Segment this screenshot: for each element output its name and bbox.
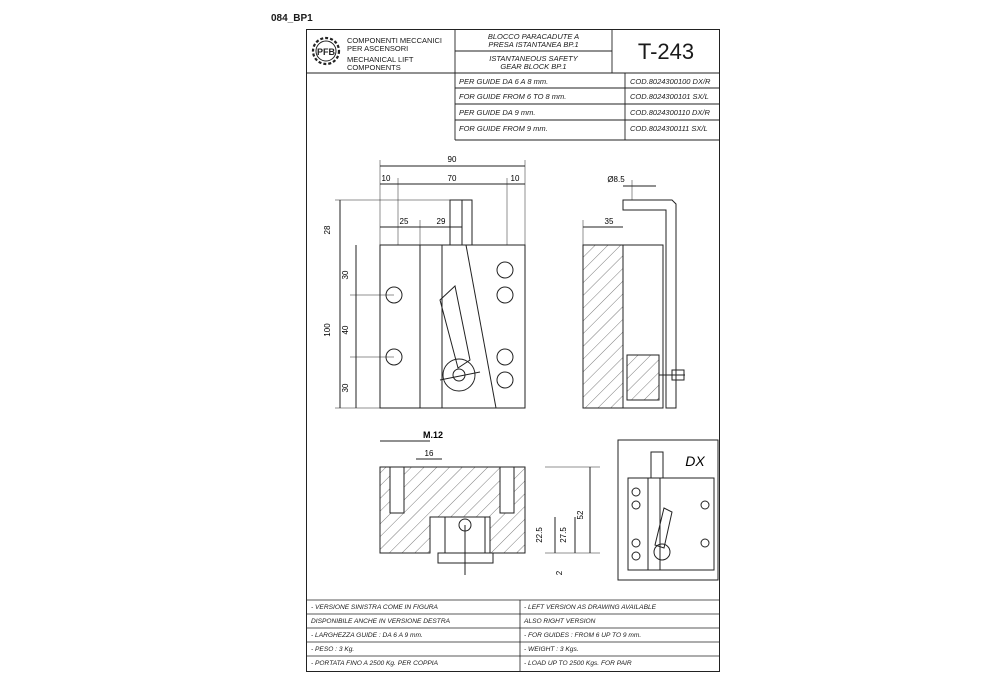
dim-10-right: 10 xyxy=(510,174,520,183)
dim-27-5: 27.5 xyxy=(559,527,568,543)
guide-label: FOR GUIDE FROM 6 TO 8 mm. xyxy=(459,92,567,101)
note-en: - FOR GUIDES : FROM 6 UP TO 9 mm. xyxy=(524,632,642,639)
sheet-code: 084_BP1 xyxy=(271,13,313,24)
dim-40: 40 xyxy=(341,325,350,335)
dim-35: 35 xyxy=(604,217,614,226)
note-en: ALSO RIGHT VERSION xyxy=(524,618,596,625)
note-it: - PORTATA FINO A 2500 Kg. PER COPPIA xyxy=(311,660,439,667)
side-view xyxy=(583,180,685,408)
guide-code: COD.8024300111 SX/L xyxy=(630,124,708,133)
company-it-line1: COMPONENTI MECCANICI xyxy=(347,36,443,45)
note-it: DISPONIBILE ANCHE IN VERSIONE DESTRA xyxy=(311,618,450,625)
note-it: - PESO : 3 Kg. xyxy=(311,646,355,653)
guide-code: COD.8024300110 DX/R xyxy=(630,108,710,117)
desc-en-line1: ISTANTANEOUS SAFETY xyxy=(489,54,578,63)
dim-28: 28 xyxy=(323,225,332,235)
dim-29: 29 xyxy=(436,217,446,226)
dim-30-top: 30 xyxy=(341,270,350,280)
company-it-line2: PER ASCENSORI xyxy=(347,44,409,53)
dim-52: 52 xyxy=(576,510,585,520)
desc-it-line1: BLOCCO PARACADUTE A xyxy=(487,32,580,41)
dim-25: 25 xyxy=(399,217,409,226)
dim-30-bottom: 30 xyxy=(341,383,350,393)
dim-16: 16 xyxy=(424,449,434,458)
dim-diameter: Ø8.5 xyxy=(607,175,625,184)
guide-label: FOR GUIDE FROM 9 mm. xyxy=(459,124,548,133)
desc-en-line2: GEAR BLOCK BP.1 xyxy=(500,62,567,71)
section-view xyxy=(380,441,600,575)
product-code: T-243 xyxy=(637,39,695,64)
dim-90: 90 xyxy=(447,155,457,164)
company-en-line1: MECHANICAL LIFT xyxy=(347,55,414,64)
dim-22-5: 22.5 xyxy=(535,527,544,543)
company-en-line2: COMPONENTS xyxy=(347,63,401,72)
dim-10-left: 10 xyxy=(381,174,391,183)
pfb-logo-icon xyxy=(313,38,339,64)
guide-label: PER GUIDE DA 9 mm. xyxy=(459,108,536,117)
inset-label: DX xyxy=(685,453,705,469)
dim-70: 70 xyxy=(447,174,457,183)
logo-text: PFB xyxy=(317,47,335,57)
guide-code: COD.8024300100 DX/R xyxy=(630,77,711,86)
note-en: - WEIGHT : 3 Kgs. xyxy=(524,646,579,653)
guide-code: COD.8024300101 SX/L xyxy=(630,92,709,101)
desc-it-line2: PRESA ISTANTANEA BP.1 xyxy=(488,40,579,49)
dim-2: 2 xyxy=(555,570,564,576)
note-it: - VERSIONE SINISTRA COME IN FIGURA xyxy=(311,604,438,611)
note-en: - LOAD UP TO 2500 Kgs. FOR PAIR xyxy=(524,660,632,667)
note-en: - LEFT VERSION AS DRAWING AVAILABLE xyxy=(524,604,657,611)
dim-thread: M.12 xyxy=(422,430,444,440)
dim-100: 100 xyxy=(323,323,332,337)
note-it: - LARGHEZZA GUIDE : DA 6 A 9 mm. xyxy=(311,632,423,639)
front-view xyxy=(335,160,525,408)
guide-label: PER GUIDE DA 6 A 8 mm. xyxy=(459,77,549,86)
